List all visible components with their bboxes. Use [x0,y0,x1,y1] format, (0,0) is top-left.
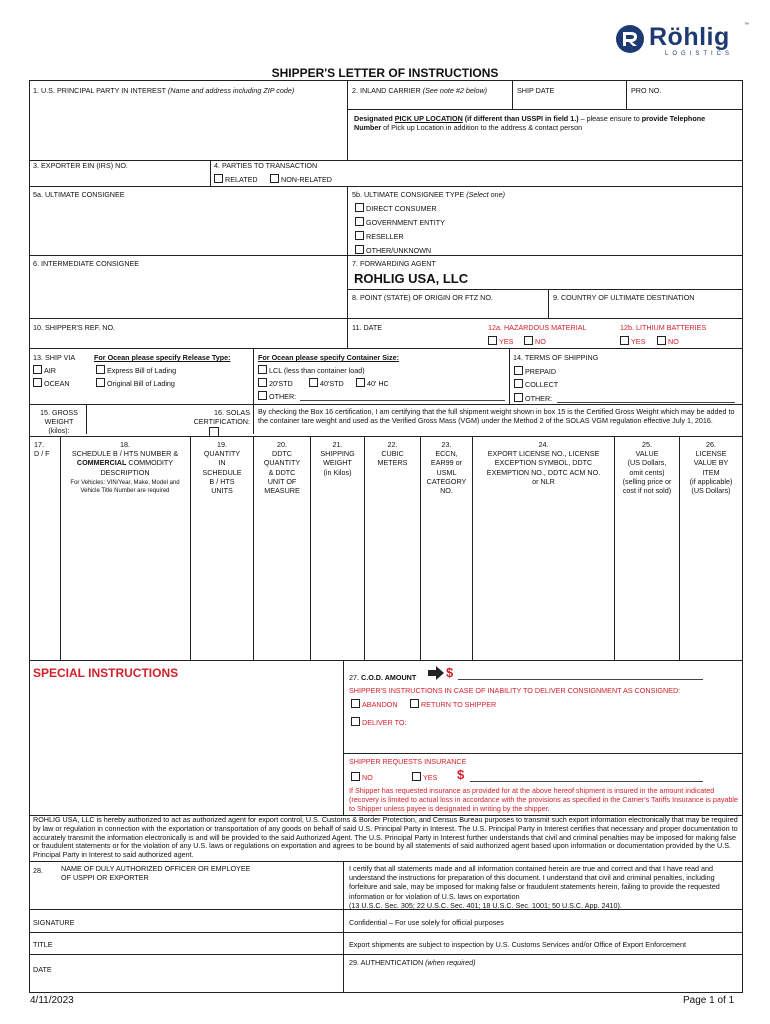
hazmat-yes-checkbox[interactable] [488,336,497,345]
deliver-to-label: DELIVER TO: [362,718,407,727]
footer-date: 4/11/2023 [30,995,74,1006]
logo-tm: ™ [744,22,749,28]
divider [626,80,627,109]
direct-consumer-label: DIRECT CONSUMER [366,204,437,213]
field-11-label: 11. DATE [352,323,383,332]
special-instructions-title: SPECIAL INSTRUCTIONS [33,666,179,680]
field-16-label: 16. SOLAS CERTIFICATION: [193,408,250,427]
cod-amount-field[interactable] [458,679,703,680]
col-divider [60,436,61,660]
divider [343,660,344,815]
ocean-label: OCEAN [44,379,70,388]
container-20std-label: 20'STD [269,379,293,388]
container-40std-checkbox[interactable] [309,378,318,387]
field-28-label: NAME OF DULY AUTHORIZED OFFICER OR EMPLOYEE OF USPPI OR EXPORTER [61,864,251,883]
prepaid-label: PREPAID [525,367,557,376]
divider [210,160,211,186]
pro-no-label: PRO NO. [631,86,662,95]
form-title: SHIPPER'S LETTER OF INSTRUCTIONS [271,66,499,80]
divider [29,909,743,910]
container-40hc-checkbox[interactable] [356,378,365,387]
logo-sub: LOGISTICS [665,51,734,57]
container-40std-label: 40'STD [320,379,344,388]
col-19-header: 19. QUANTITY IN SCHEDULE B / HTS UNITS [202,440,242,496]
col-23-header: 23. ECCN, EAR99 or USML CATEGORY NO. [426,440,467,496]
field-10-label: 10. SHIPPER'S REF. NO. [33,323,116,332]
insurance-no-checkbox[interactable] [351,772,360,781]
hazmat-yes-label: YES [499,337,514,346]
divider [86,404,87,434]
hazmat-no-checkbox[interactable] [524,336,533,345]
other-unknown-checkbox[interactable] [355,245,364,254]
col-25-header: 25. VALUE (US Dollars, omit cents) (selling price or cost if not sold) [622,440,672,496]
ship-date-label: SHIP DATE [517,86,555,95]
divider [347,109,743,110]
divider [347,318,348,348]
divider [347,186,348,318]
divider [343,861,344,993]
col-21-header: 21. SHIPPING WEIGHT (in Kilos) [320,440,355,477]
ocean-checkbox[interactable] [33,378,42,387]
air-label: AIR [44,366,56,375]
field-13-label: 13. SHIP VIA [33,353,76,362]
signature-label: SIGNATURE [33,918,75,927]
date-label: DATE [33,965,52,974]
direct-consumer-checkbox[interactable] [355,203,364,212]
container-other-field[interactable] [300,400,505,401]
express-bl-label: Express Bill of Lading [107,366,177,375]
rohlig-logo [615,22,750,60]
field-2-label: 2. INLAND CARRIER (See note #2 below) [352,86,488,95]
certification-text: I certify that all statements made and all information contained herein are true and correct and that I have read and understand the instructions for preparation of this document. I understand that civil and criminal penalties, including forfeiture and sale, may be imposed for making false or fraudulent statements herein, failing to provide the requested information or for violation of U.S. laws on exportation (13 U.S.C. Sec. 305; 22 U.S.C. Sec. 401; 18 U.S.C. Sec. 1001; 50 U.S.C. App. 2410). [349,864,720,910]
col-20-header: 20. DDTC QUANTITY & DDTC UNIT OF MEASURE [263,440,301,496]
abandon-label: ABANDON [362,700,398,709]
abandon-checkbox[interactable] [351,699,360,708]
field-5b-label: 5b. ULTIMATE CONSIGNEE TYPE (Select one) [352,190,505,199]
divider [512,80,513,109]
terms-other-field[interactable] [557,402,735,403]
divider [253,404,254,434]
divider [29,348,743,349]
authorization-text: ROHLIG USA, LLC is hereby authorized to act as authorized agent for export control, U.S. Customs & Border Protection, and Census Bureau purposes to transmit such export information electronically that may be required by law or regulation in connection with the exportation or transportation of any goods on behalf of said U.S. Principal Party in Interest. The U.S. Principal Party in Interest certifies that necessary and proper documentation to accurately transmit the information electronically is and will be provided to the said Authorized Agent. The U.S. Principal Party in Interest further understands that civil and criminal penalties may be imposed for making false or fraudulent statements or for the violation of any U.S. laws or regulations on exportation and agrees to be bound by all statements of said authorized agent based upon information or documentation provided by the U.S. Principal Party in Interest to said authorized agent. [33,815,738,860]
divider [29,932,743,933]
container-size-label: For Ocean please specify Container Size: [258,353,400,362]
field-1-label: 1. U.S. PRINCIPAL PARTY IN INTEREST (Name and address including ZIP code) [33,86,295,95]
divider [548,289,549,318]
lithium-no-label: NO [668,337,679,346]
release-type-label: For Ocean please specify Release Type: [94,353,231,362]
lithium-no-checkbox[interactable] [657,336,666,345]
col-24-header: 24. EXPORT LICENSE NO., LICENSE EXCEPTION SYMBOL, DDTC EXEMPTION NO., DDTC ACM NO. or NLR [486,440,601,486]
lcl-checkbox[interactable] [258,365,267,374]
return-to-shipper-label: RETURN TO SHIPPER [421,700,497,709]
title-label: TITLE [33,940,53,949]
deliver-to-checkbox[interactable] [351,717,360,726]
insurance-yes-label: YES [423,773,438,782]
hazmat-no-label: NO [535,337,546,346]
divider [29,954,743,955]
cod-dollar-sign: $ [446,665,454,680]
rohlig-logo-mark-icon [615,24,645,54]
reseller-checkbox[interactable] [355,231,364,240]
non-related-label: NON-RELATED [281,175,332,184]
original-bl-label: Original Bill of Lading [107,379,175,388]
col-26-header: 26. LICENSE VALUE BY ITEM (if applicable) (US Dollars) [689,440,733,496]
non-related-checkbox[interactable] [270,174,279,183]
original-bl-checkbox[interactable] [96,378,105,387]
divider [253,348,254,404]
related-checkbox[interactable] [214,174,223,183]
confidential-note: Confidential – For use solely for official purposes [349,918,504,927]
return-to-shipper-checkbox[interactable] [410,699,419,708]
lithium-yes-label: YES [631,337,646,346]
reseller-label: RESELLER [366,232,404,241]
col-22-header: 22. CUBIC METERS [377,440,408,468]
divider [343,753,743,754]
cod-label: 27. C.O.D. AMOUNT [349,673,417,682]
field-12b-label: 12b. LITHIUM BATTERIES [620,323,707,332]
air-checkbox[interactable] [33,365,42,374]
container-other-checkbox[interactable] [258,391,267,400]
government-entity-label: GOVERNMENT ENTITY [366,218,445,227]
divider [29,404,743,405]
divider [29,861,743,862]
collect-checkbox[interactable] [514,379,523,388]
insurance-label: SHIPPER REQUESTS INSURANCE [349,757,467,766]
divider [29,318,743,319]
field-9-label: 9. COUNTRY OF ULTIMATE DESTINATION [553,293,695,302]
col-17-header: 17. D / F [34,440,50,459]
container-other-label: OTHER: [269,392,297,401]
prepaid-checkbox[interactable] [514,366,523,375]
related-label: RELATED [225,175,258,184]
divider [347,289,743,290]
field-4-label: 4. PARTIES TO TRANSACTION [214,161,318,170]
container-40hc-label: 40' HC [367,379,389,388]
field-5a-label: 5a. ULTIMATE CONSIGNEE [33,190,125,199]
col-divider [364,436,365,660]
terms-other-checkbox[interactable] [514,393,523,402]
insurance-yes-checkbox[interactable] [412,772,421,781]
insurance-note: If Shipper has requested insurance as provided for at the above hereof shipment is insured in the amount indicated (recovery is limited to actual loss in accordance with the provisions as specified in the Carrier's Tariffs Insurance is payable to Shipper unless payee is designated in writing by the shipper. [349,786,739,814]
divider [29,436,743,437]
field-8-label: 8. POINT (STATE) OF ORIGIN OR FTZ NO. [352,293,493,302]
arrow-right-icon [428,666,444,680]
other-unknown-label: OTHER/UNKNOWN [366,246,432,255]
forwarding-agent-value: ROHLIG USA, LLC [354,271,469,286]
field-12a-label: 12a. HAZARDOUS MATERIAL [488,323,587,332]
insurance-amount-field[interactable] [470,781,703,782]
collect-label: COLLECT [525,380,559,389]
divider [29,255,743,256]
field-7-label: 7. FORWARDING AGENT [352,259,436,268]
field-6-label: 6. INTERMEDIATE CONSIGNEE [33,259,140,268]
field-29-label: 29. AUTHENTICATION (when required) [349,958,476,967]
logo-name: Röhlig [649,23,730,51]
container-20std-checkbox[interactable] [258,378,267,387]
terms-other-label: OTHER: [525,394,553,403]
lithium-yes-checkbox[interactable] [620,336,629,345]
divider [29,160,743,161]
solas-certification-text: By checking the Box 16 certification, I am certifying that the full shipment weight shown in box 15 is the Certified Gross Weight which may be added to the container tare weight and used as the Verified Gross Mass (VGM) under the Method 2 of the SOLAS VGM regulation effective July 1, 2016. [258,407,735,426]
field-3-label: 3. EXPORTER EIN (IRS) NO. [33,161,128,170]
col-18-header: 18. SCHEDULE B / HTS NUMBER & COMMERCIAL COMMODITY DESCRIPTION For Vehicles: VIN/Year, Make, Model and Vehicle Title Number are required [70,440,180,494]
field-28-number: 28. [33,866,43,875]
inability-label: SHIPPER'S INSTRUCTIONS IN CASE OF INABILITY TO DELIVER CONSIGNMENT AS CONSIGNED: [349,686,681,695]
divider [29,186,743,187]
divider [29,660,743,661]
divider [347,80,348,160]
inspection-note: Export shipments are subject to inspection by U.S. Customs Services and/or Office of Export Enforcement [349,940,687,949]
insurance-dollar-sign: $ [457,767,465,782]
lcl-label: LCL (less than container load) [269,366,365,375]
field-14-label: 14. TERMS OF SHIPPING [513,353,599,362]
field-15-label: 15. GROSS WEIGHT (kilos): [40,408,78,436]
government-entity-checkbox[interactable] [355,217,364,226]
pickup-location-note: Designated PICK UP LOCATION (if different than USSPI in field 1.) – please ensure to provide Telephone Number of Pick up Location in addition to the address & contact person [354,114,706,133]
insurance-no-label: NO [362,773,373,782]
col-divider [190,436,191,660]
divider [509,348,510,404]
footer-page: Page 1 of 1 [683,995,735,1006]
express-bl-checkbox[interactable] [96,365,105,374]
